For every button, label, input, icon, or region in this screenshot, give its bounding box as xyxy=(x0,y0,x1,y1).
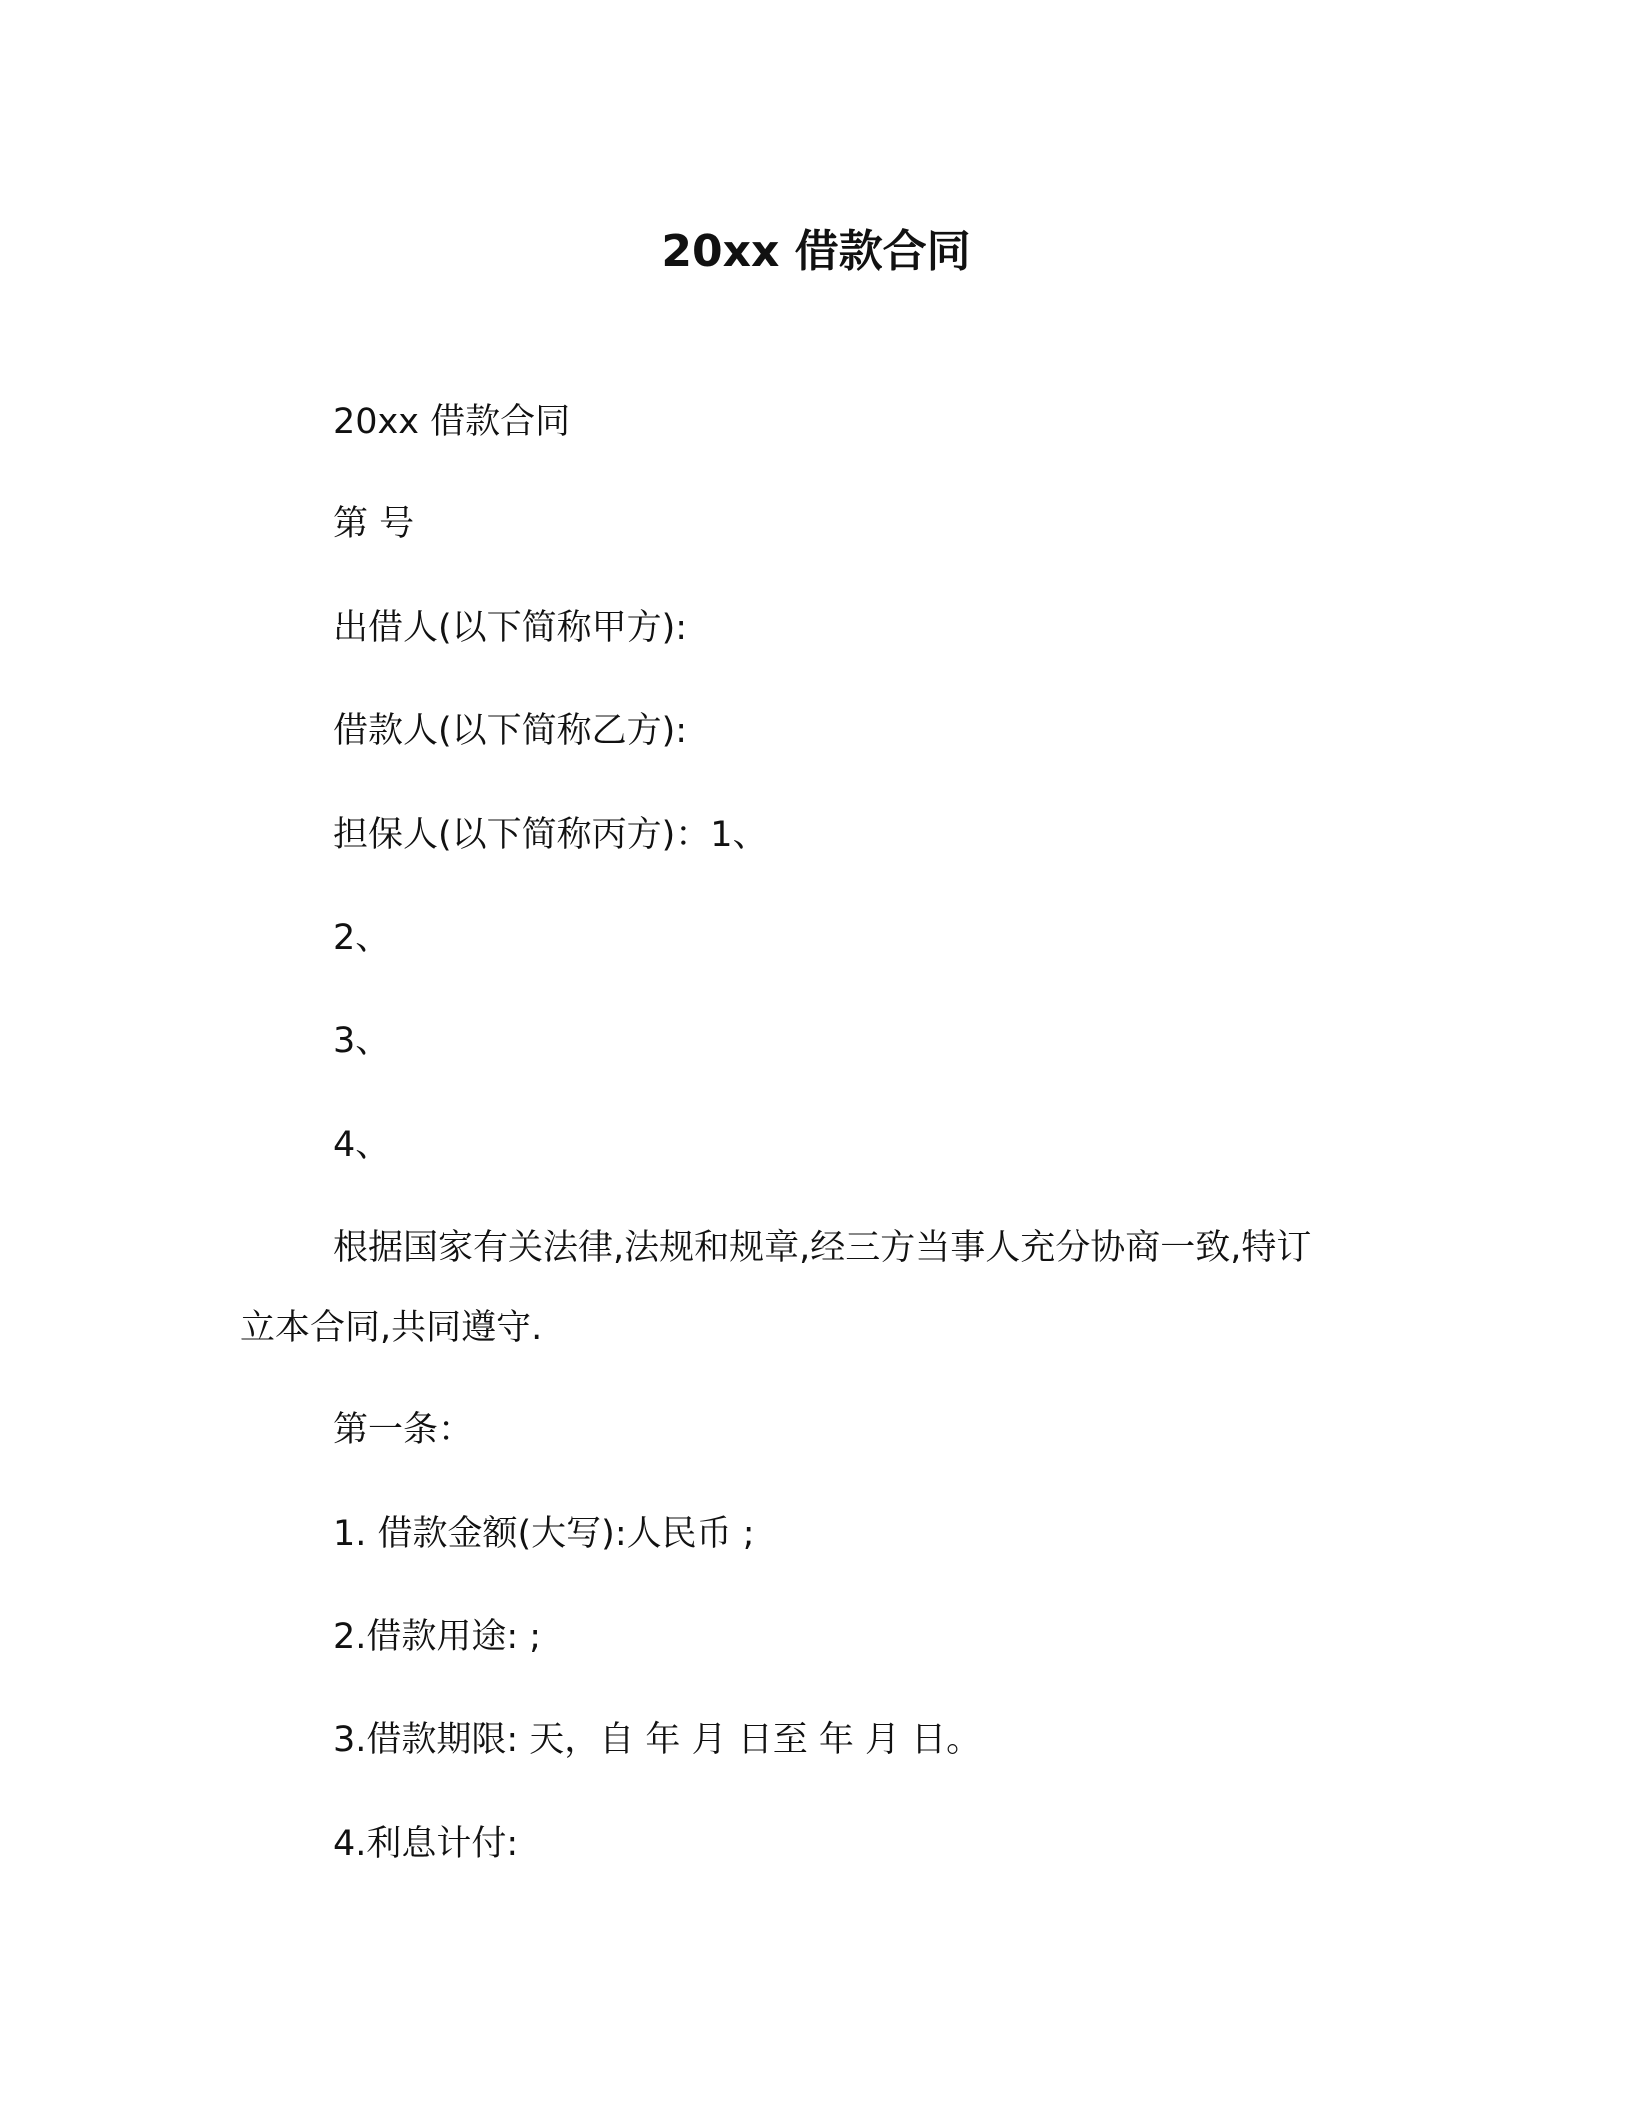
borrower-line: 借款人(以下简称乙方): xyxy=(333,711,688,751)
clause-interest: 4.利息计付: xyxy=(333,1824,519,1864)
guarantor-item-2: 2、 xyxy=(333,918,391,958)
guarantor-item-4: 4、 xyxy=(333,1125,391,1165)
lender-line: 出借人(以下简称甲方): xyxy=(333,608,688,648)
preamble-line-1: 根据国家有关法律,法规和规章,经三方当事人充分协商一致,特订 xyxy=(333,1228,1312,1268)
document-title: 20xx 借款合同 xyxy=(661,226,971,277)
article-1-heading: 第一条： xyxy=(333,1410,474,1450)
contract-subtitle: 20xx 借款合同 xyxy=(333,402,571,442)
preamble-paragraph xyxy=(240,1224,1370,1352)
contract-number-line: 第 号 xyxy=(333,504,415,544)
clause-loan-amount: 1. 借款金额(大写):人民币 ; xyxy=(333,1514,755,1554)
guarantor-line: 担保人(以下简称丙方)：1、 xyxy=(333,815,768,855)
preamble-line-2: 立本合同,共同遵守. xyxy=(240,1308,543,1348)
guarantor-item-3: 3、 xyxy=(333,1021,391,1061)
clause-loan-term: 3.借款期限: 天，自 年 月 日至 年 月 日。 xyxy=(333,1720,982,1760)
clause-loan-purpose: 2.借款用途: ; xyxy=(333,1617,542,1657)
